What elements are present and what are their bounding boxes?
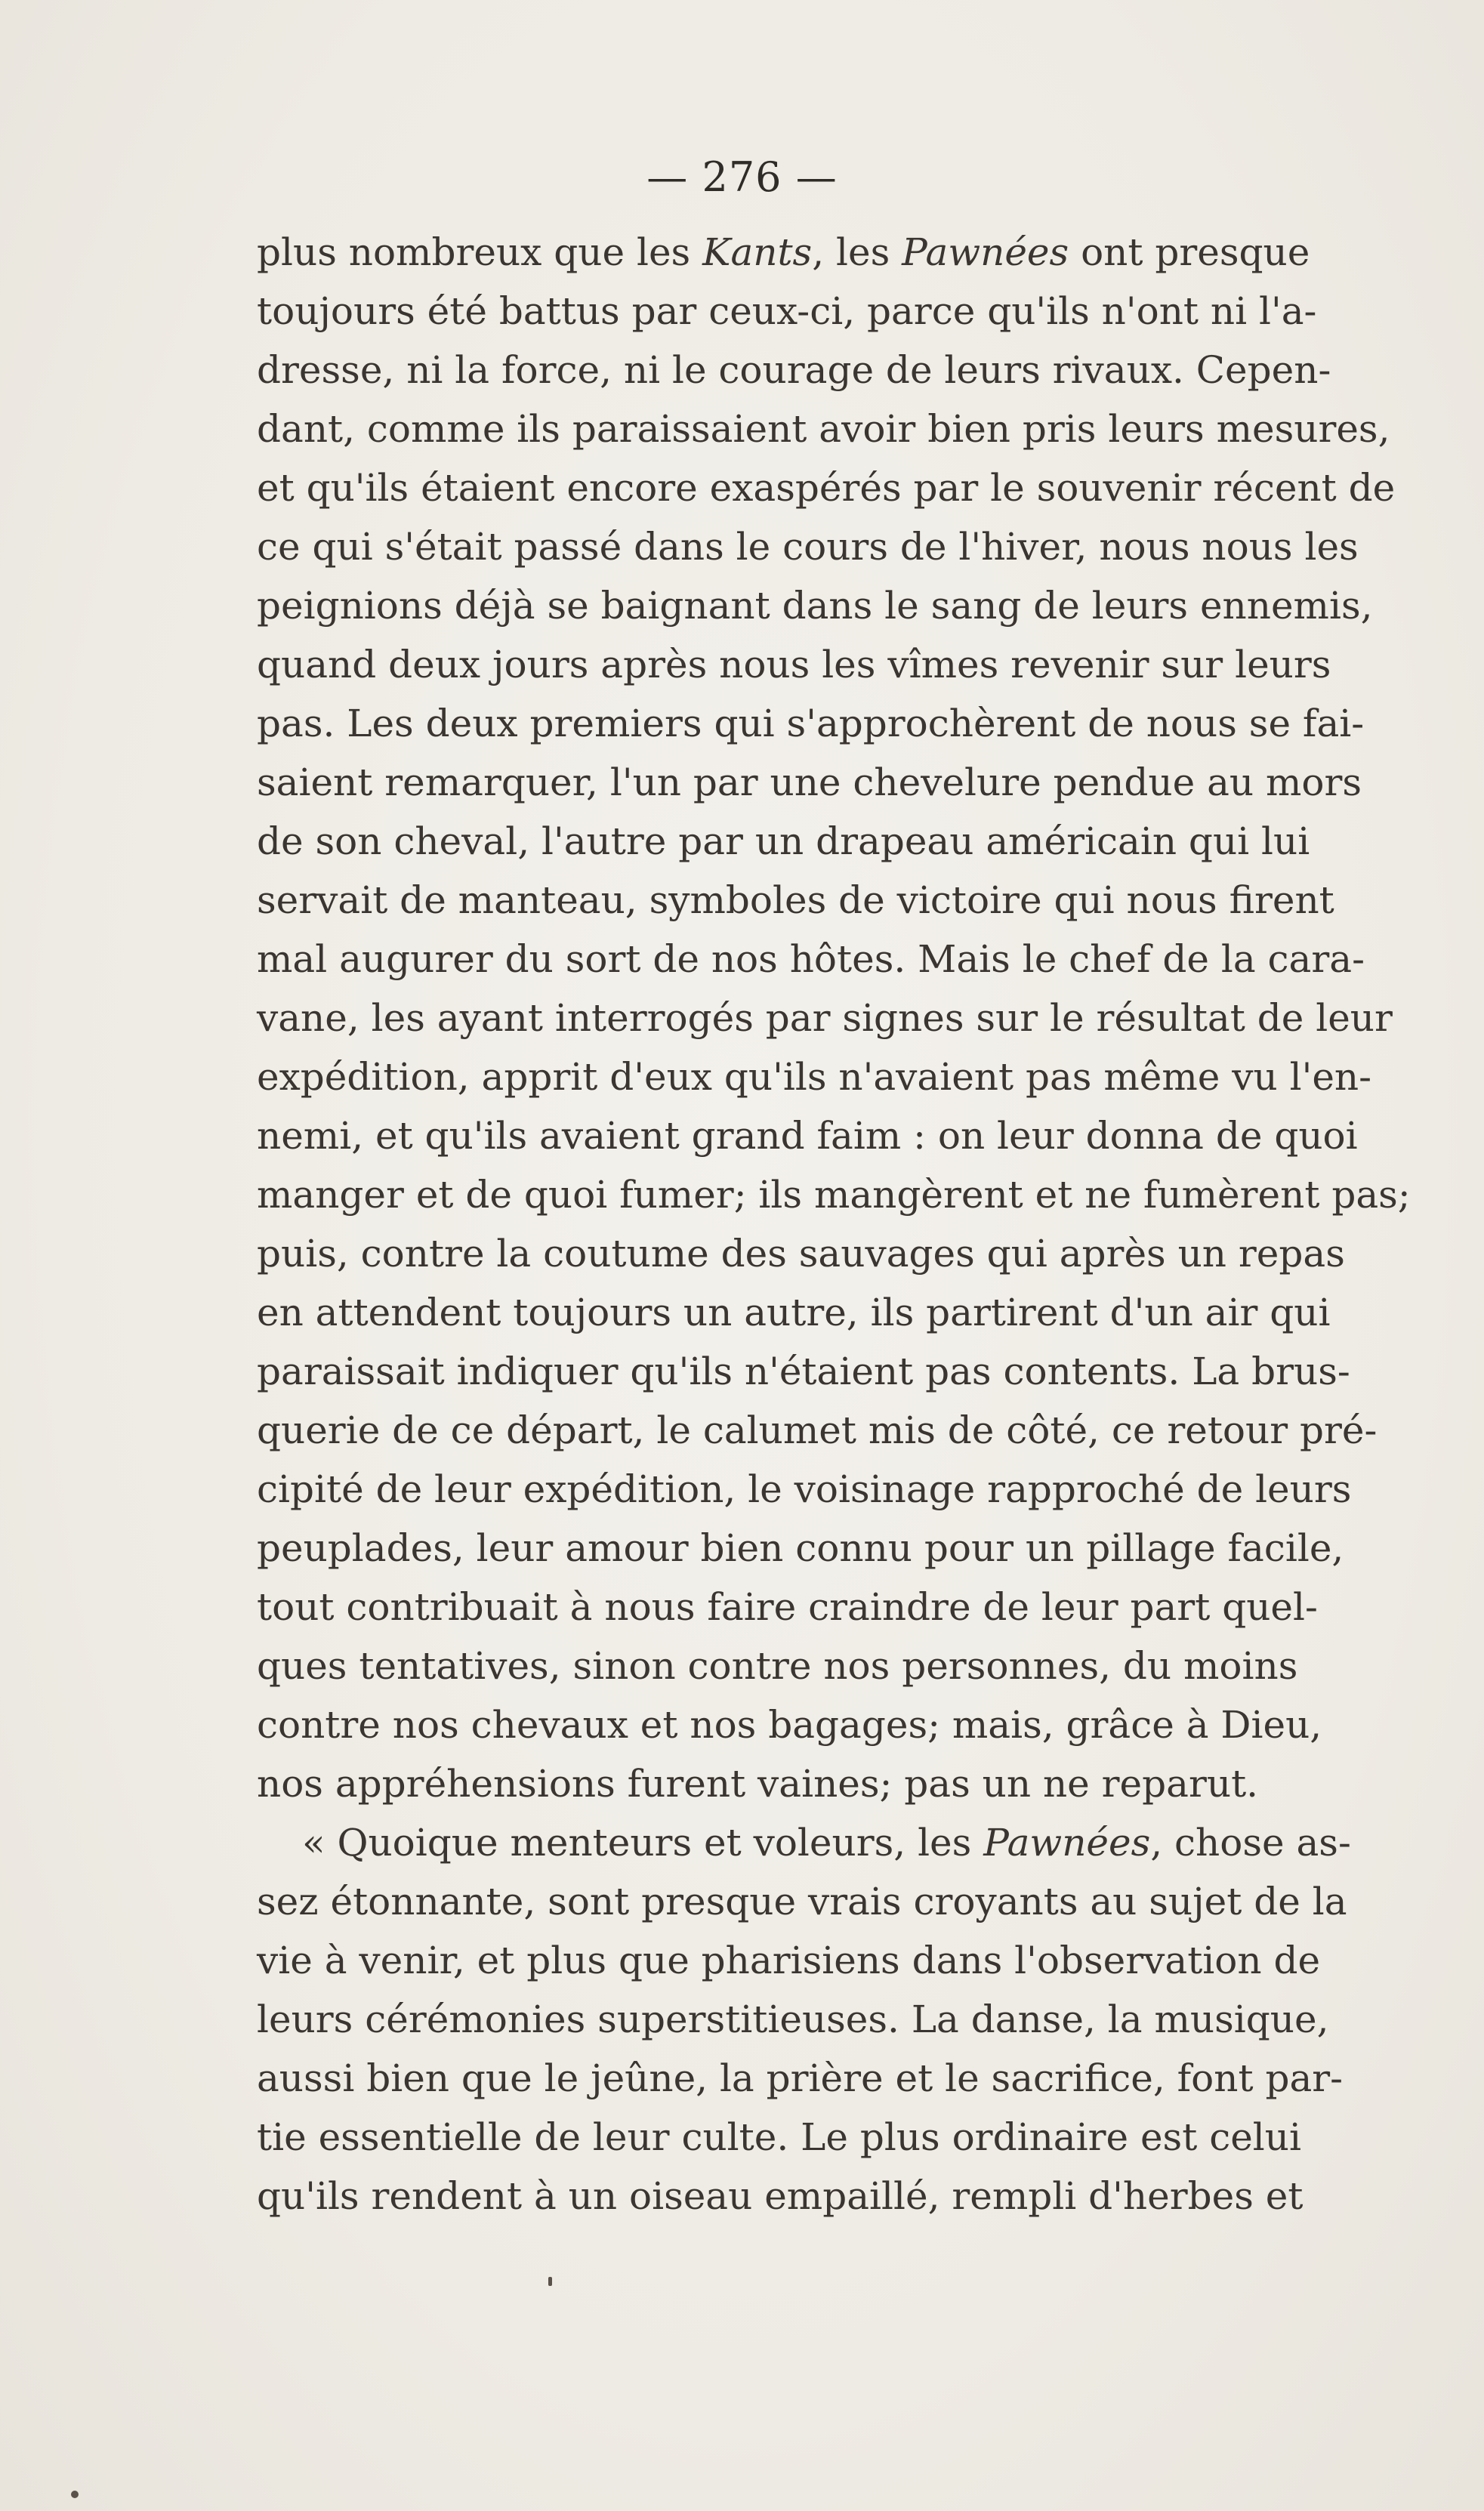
text-line: servait de manteau, symboles de victoire qui nous firent bbox=[257, 878, 1334, 922]
text-line: mal augurer du sort de nos hôtes. Mais le chef de la cara- bbox=[257, 937, 1365, 981]
text-line: peignions déjà se baignant dans le sang de leurs ennemis, bbox=[257, 584, 1373, 628]
text-line: leurs cérémonies superstitieuses. La danse, la musique, bbox=[257, 1997, 1329, 2041]
text-line: quand deux jours après nous les vîmes revenir sur leurs bbox=[257, 643, 1331, 686]
page-number: — 276 — bbox=[646, 153, 838, 201]
text-line: expédition, apprit d'eux qu'ils n'avaient pas même vu l'en- bbox=[257, 1055, 1372, 1099]
text-line: peuplades, leur amour bien connu pour un pillage facile, bbox=[257, 1526, 1344, 1570]
text-line: vane, les ayant interrogés par signes sur le résultat de leur bbox=[257, 996, 1393, 1040]
text-line: contre nos chevaux et nos bagages; mais, grâce à Dieu, bbox=[257, 1703, 1322, 1747]
text-line: dant, comme ils paraissaient avoir bien pris leurs mesures, bbox=[257, 407, 1390, 451]
text-line: puis, contre la coutume des sauvages qui après un repas bbox=[257, 1232, 1345, 1276]
text-line: ques tentatives, sinon contre nos personnes, du moins bbox=[257, 1644, 1298, 1688]
text-line: « Quoique menteurs et voleurs, les Pawnées, chose as- bbox=[302, 1821, 1351, 1865]
text-line: nos appréhensions furent vaines; pas un ne reparut. bbox=[257, 1762, 1259, 1806]
text-line: tie essentielle de leur culte. Le plus ordinaire est celui bbox=[257, 2115, 1301, 2159]
text-line: manger et de quoi fumer; ils mangèrent et ne fumèrent pas; bbox=[257, 1173, 1411, 1217]
text-line: et qu'ils étaient encore exaspérés par le souvenir récent de bbox=[257, 466, 1396, 510]
text-line: tout contribuait à nous faire craindre de leur part quel- bbox=[257, 1585, 1318, 1629]
text-line: de son cheval, l'autre par un drapeau américain qui lui bbox=[257, 819, 1310, 863]
text-line: nemi, et qu'ils avaient grand faim : on leur donna de quoi bbox=[257, 1114, 1358, 1158]
text-line: dresse, ni la force, ni le courage de leurs rivaux. Cepen- bbox=[257, 348, 1331, 392]
ink-speck bbox=[71, 2491, 79, 2498]
text-line: cipité de leur expédition, le voisinage rapproché de leurs bbox=[257, 1467, 1352, 1511]
ink-speck bbox=[548, 2277, 552, 2286]
text-line: saient remarquer, l'un par une chevelure pendue au mors bbox=[257, 760, 1362, 804]
text-line: vie à venir, et plus que pharisiens dans l'observation de bbox=[257, 1939, 1321, 1982]
text-line: ce qui s'était passé dans le cours de l'hiver, nous nous les bbox=[257, 525, 1359, 569]
text-line: aussi bien que le jeûne, la prière et le sacrifice, font par- bbox=[257, 2056, 1344, 2100]
text-line: toujours été battus par ceux-ci, parce qu'ils n'ont ni l'a- bbox=[257, 289, 1317, 333]
text-line: sez étonnante, sont presque vrais croyants au sujet de la bbox=[257, 1880, 1347, 1923]
text-line: qu'ils rendent à un oiseau empaillé, rempli d'herbes et bbox=[257, 2174, 1304, 2218]
text-line: plus nombreux que les Kants, les Pawnées ont presque bbox=[257, 230, 1310, 274]
text-line: en attendent toujours un autre, ils partirent d'un air qui bbox=[257, 1291, 1331, 1334]
text-line: paraissait indiquer qu'ils n'étaient pas contents. La brus- bbox=[257, 1350, 1350, 1393]
text-line: pas. Les deux premiers qui s'approchèrent de nous se fai- bbox=[257, 702, 1365, 745]
body-text bbox=[257, 223, 1411, 2226]
text-line: querie de ce départ, le calumet mis de côté, ce retour pré- bbox=[257, 1408, 1378, 1452]
